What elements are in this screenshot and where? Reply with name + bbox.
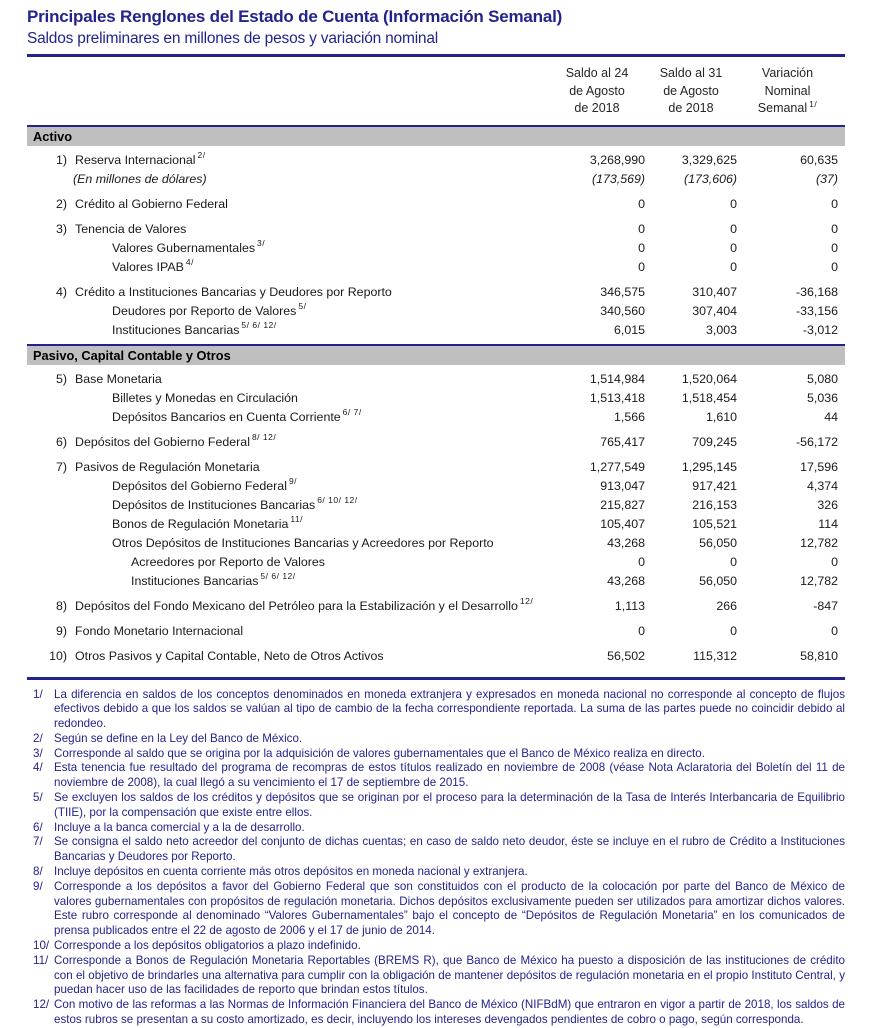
value-cell: 1,566 (613, 409, 645, 424)
footnote-ref: 5/ (298, 301, 307, 312)
footnote-marker: 7/ (33, 835, 43, 849)
value-cell: (37) (815, 171, 838, 186)
table-row (27, 389, 845, 408)
footnote (27, 821, 845, 836)
value-cell: 215,827 (600, 497, 645, 512)
column-header (737, 65, 838, 118)
section-rows (27, 365, 845, 670)
footnote-text: Según se define en la Ley del Banco de México. (54, 731, 303, 745)
footnote (27, 761, 845, 791)
footnote-text: Esta tenencia fue resultado del programa de recompras de estos títulos realizado en noviembre de 2008 (véase Nota Aclaratoria del Boletín del 11 de noviembre de 2008), la cual llegó a su vencimiento el 17 de septiembre de 2015. (54, 761, 845, 790)
column-header-line (737, 65, 838, 83)
value-cell: 105,521 (692, 516, 737, 531)
footnote (27, 865, 845, 880)
value-cell: 0 (638, 196, 645, 211)
table-row (27, 283, 845, 302)
column-header-text: de Agosto (569, 83, 625, 98)
value-cell: -33,156 (795, 303, 838, 318)
value-cell: -3,012 (802, 322, 838, 337)
row-text: Otros Pasivos y Capital Contable, Neto de Otros Activos (75, 648, 384, 663)
value-cell: 1,295,145 (681, 459, 737, 474)
row-number: 9) (55, 623, 67, 638)
column-header (549, 65, 645, 118)
row-label (27, 239, 549, 258)
row-text: Acreedores por Reporto de Valores (131, 554, 325, 569)
value-cell: 1,610 (705, 409, 737, 424)
footnote-marker: 4/ (33, 761, 43, 775)
row-text: Crédito al Gobierno Federal (75, 196, 228, 211)
value-cell: 56,050 (699, 573, 737, 588)
footnote-marker: 3/ (33, 746, 43, 760)
row-label (27, 622, 549, 641)
row-label (27, 496, 549, 515)
table-row (27, 239, 845, 258)
value-cell: 0 (638, 623, 645, 638)
row-number: 3) (55, 221, 67, 236)
footnote-text: Corresponde a los depósitos obligatorios a plazo indefinido. (54, 939, 361, 953)
value-cell: 0 (730, 259, 737, 274)
value-cell: 1,518,454 (681, 390, 737, 405)
value-cell: 0 (831, 554, 838, 569)
value-cell: 17,596 (800, 459, 838, 474)
table-row (27, 433, 845, 452)
value-cell: 0 (831, 221, 838, 236)
column-headers (27, 57, 845, 125)
table-row (27, 534, 845, 553)
row-text: Instituciones Bancarias (112, 322, 240, 337)
footnote-ref: 6/ 7/ (342, 407, 362, 418)
footnote-marker: 8/ (33, 865, 43, 879)
row-text: Crédito a Instituciones Bancarias y Deudores por Reporto (75, 284, 392, 299)
row-label (27, 170, 549, 189)
value-cell: 43,268 (607, 535, 645, 550)
row-number: 4) (55, 284, 67, 299)
value-cell: 5,080 (806, 371, 838, 386)
value-cell: (173,569) (591, 171, 645, 186)
row-text: Reserva Internacional (75, 152, 196, 167)
value-cell: 114 (818, 516, 838, 531)
footnote (27, 880, 845, 939)
value-cell: 4,374 (806, 478, 838, 493)
footnote-ref: 4/ (185, 257, 194, 268)
column-header-line (645, 65, 737, 83)
footnote-ref: 5/ 6/ 12/ (241, 320, 277, 331)
value-cell: 0 (638, 221, 645, 236)
section-header (27, 344, 845, 365)
row-label (27, 321, 549, 340)
footnote-text: La diferencia en saldos de los conceptos denominados en moneda extranjera y expresados en moneda nacional no corresponde al concepto de flujos efectivos debido a que los saldos se valúan al tipo de cambio de la fecha correspondiente reportada. La suma de las partes puede no coincidir debido al redondeo. (54, 687, 845, 731)
footnote-marker: 11/ (33, 953, 49, 967)
row-label (27, 433, 549, 452)
section-rows (27, 146, 845, 344)
footnote-ref: 9/ (288, 476, 298, 487)
row-text: Depósitos del Gobierno Federal (75, 434, 250, 449)
row-text: Deudores por Reporto de Valores (112, 303, 297, 318)
value-cell: 326 (817, 497, 838, 512)
footnote (27, 835, 845, 865)
footnote (27, 939, 845, 954)
table-row (27, 321, 845, 340)
row-label (27, 389, 549, 408)
column-header-line (737, 100, 838, 118)
column-header-text: Saldo al 31 (659, 66, 723, 80)
column-header-text: Nominal (764, 83, 811, 98)
value-cell: 0 (831, 623, 838, 638)
value-cell: 6,015 (613, 322, 645, 337)
row-label (27, 370, 549, 389)
value-cell: 0 (730, 240, 737, 255)
row-label (27, 572, 549, 591)
value-cell: 5,036 (806, 390, 838, 405)
row-label (27, 195, 549, 214)
footnote-marker: 6/ (33, 820, 43, 834)
row-number: 7) (55, 459, 67, 474)
table-row (27, 572, 845, 591)
row-label (27, 151, 549, 170)
table-row (27, 220, 845, 239)
footnote-ref: 1/ (809, 98, 818, 109)
footnote-marker: 10/ (33, 939, 50, 953)
table-row (27, 151, 845, 170)
page-title: Principales Renglones del Estado de Cuenta (Información Semanal) (27, 7, 563, 26)
value-cell: 0 (730, 554, 737, 569)
column-header-line (549, 83, 645, 101)
column-header-line (549, 100, 645, 118)
footnote (27, 688, 845, 732)
value-cell: 266 (716, 598, 737, 613)
value-cell: 913,047 (600, 478, 645, 493)
value-cell: 1,113 (614, 598, 645, 613)
table-row (27, 408, 845, 427)
column-header-text: de 2018 (574, 101, 620, 115)
value-cell: 60,635 (800, 152, 838, 167)
value-cell: 12,782 (800, 535, 838, 550)
table-row (27, 302, 845, 321)
footnote-text: Corresponde al saldo que se origina por la adquisición de valores gubernamentales que el Banco de México realiza en directo. (54, 746, 705, 760)
table-row (27, 515, 845, 534)
row-text: Otros Depósitos de Instituciones Bancarias y Acreedores por Reporto (112, 535, 494, 550)
value-cell: 307,404 (692, 303, 737, 318)
table-row (27, 258, 845, 277)
footnote-ref: 11/ (290, 514, 304, 525)
column-header-line (737, 83, 838, 101)
row-text: Valores IPAB (112, 259, 184, 274)
footnotes (27, 680, 845, 1028)
value-cell: 216,153 (692, 497, 737, 512)
row-text: Instituciones Bancarias (131, 573, 259, 588)
footnote (27, 954, 845, 998)
footnote (27, 732, 845, 747)
value-cell: 43,268 (607, 573, 645, 588)
column-header-line (549, 65, 645, 83)
row-number: 1) (55, 152, 67, 167)
footnote-ref: 8/ 12/ (251, 432, 277, 443)
row-text: (En millones de dólares) (73, 171, 207, 186)
row-number: 2) (55, 196, 67, 211)
footnote (27, 998, 845, 1028)
column-header-text: Saldo al 24 (565, 66, 629, 80)
page-subtitle: Saldos preliminares en millones de pesos y variación nominal (27, 30, 439, 47)
value-cell: 3,329,625 (681, 152, 737, 167)
row-label (27, 408, 549, 427)
value-cell: 310,407 (692, 284, 737, 299)
row-text: Fondo Monetario Internacional (75, 623, 244, 638)
row-number: 5) (55, 371, 67, 386)
table-row (27, 195, 845, 214)
row-label (27, 647, 549, 666)
row-text: Pasivos de Regulación Monetaria (75, 459, 260, 474)
footnote-ref: 2/ (197, 150, 206, 161)
row-label (27, 534, 549, 553)
value-cell: 0 (638, 240, 645, 255)
table-row (27, 553, 845, 572)
table-body (27, 125, 845, 670)
value-cell: 0 (831, 240, 838, 255)
column-header (645, 65, 737, 118)
value-cell: (173,606) (683, 171, 737, 186)
footnote (27, 747, 845, 762)
footnote (27, 791, 845, 821)
section-title: Activo (33, 128, 73, 144)
value-cell: 1,520,064 (681, 371, 737, 386)
row-number: 8) (55, 598, 67, 613)
row-text: Depósitos del Gobierno Federal (112, 478, 287, 493)
footnote-text: Incluye depósitos en cuenta corriente más otros depósitos en moneda nacional y extranjera. (54, 865, 528, 879)
footnote-text: Se excluyen los saldos de los créditos y depósitos que se originan por el proceso para la determinación de la Tasa de Interés Interbancaria de Equilibrio (TIIE), por la compensación que existe entre ellos. (54, 791, 845, 819)
value-cell: 765,417 (600, 434, 645, 449)
footnote-text: Corresponde a los depósitos a favor del Gobierno Federal que son constituidos con el producto de la colocación por parte del Banco de México de valores gubernamentales con propósitos de regulación monetaria. Dichos depósitos exclusivamente pueden ser utilizados para amortizar dichos valores. Este rubro corresponde al denominado “Valores Gubernamentales” bajo el concepto de “Depósitos de Regulación Monetaria” en los comunicados de prensa publicados entre el 22 de agosto de 2006 y el 17 de junio de 2014. (54, 879, 845, 938)
table-row (27, 477, 845, 496)
table-row (27, 597, 845, 616)
value-cell: 58,810 (800, 648, 838, 663)
value-cell: 0 (730, 221, 737, 236)
column-header-line (645, 83, 737, 101)
footnote-marker: 1/ (33, 687, 43, 701)
footnote-ref: 6/ 10/ 12/ (317, 495, 358, 506)
value-cell: 0 (730, 623, 737, 638)
value-cell: 12,782 (800, 573, 838, 588)
value-cell: 105,407 (600, 516, 645, 531)
row-text: Base Monetaria (75, 371, 162, 386)
value-cell: 0 (831, 196, 838, 211)
row-label (27, 515, 549, 534)
column-header-line (645, 100, 737, 118)
value-cell: 115,312 (693, 648, 737, 663)
value-cell: -56,172 (795, 434, 838, 449)
footnote-marker: 5/ (33, 791, 43, 805)
footnote-marker: 12/ (33, 998, 50, 1012)
table-row (27, 170, 845, 189)
value-cell: 56,502 (607, 648, 645, 663)
footnote-text: Con motivo de las reformas a las Normas de Información Financiera del Banco de México (NIFBdM) que entraron en vigor a partir de 2018, los saldos de estos rubros se presentan a su costo amortizado, es decir, incluyendo los intereses devengados pendientes de cobro o pago, según corresponda. (54, 998, 845, 1027)
value-cell: 340,560 (600, 303, 645, 318)
column-header-text: Semanal (757, 101, 808, 115)
table-row (27, 458, 845, 477)
footnote-ref: 5/ 6/ 12/ (260, 571, 296, 582)
value-cell: 56,050 (699, 535, 737, 550)
row-text: Depósitos Bancarios en Cuenta Corriente (112, 409, 341, 424)
row-text: Depósitos del Fondo Mexicano del Petróleo para la Estabilización y el Desarrollo (75, 598, 518, 613)
footnote-text: Incluye a la banca comercial y a la de desarrollo. (54, 820, 305, 834)
row-number: 10) (49, 648, 67, 663)
value-cell: 346,575 (600, 284, 645, 299)
value-cell: 1,514,984 (589, 371, 645, 386)
table-row (27, 370, 845, 389)
row-label (27, 458, 549, 477)
row-text: Billetes y Monedas en Circulación (112, 390, 298, 405)
footnote-text: Corresponde a Bonos de Regulación Monetaria Reportables (BREMS R), que Banco de México ha puesto a disposición de las instituciones de crédito con el objetivo de brindarles una alternativa para cumplir con la obligación de mantener depósitos de regulación monetaria en el propio Instituto Central, y puedan hacer uso de las facilidades de reporto que brindan estos títulos. (54, 953, 845, 997)
row-label (27, 283, 549, 302)
footnote-marker: 9/ (33, 879, 43, 893)
footnote-ref: 3/ (257, 238, 266, 249)
column-header-text: de Agosto (663, 83, 719, 98)
footnote-ref: 12/ (519, 596, 534, 607)
row-text: Depósitos de Instituciones Bancarias (112, 497, 316, 512)
column-header-text: de 2018 (668, 101, 714, 115)
row-label (27, 220, 549, 239)
row-text: Bonos de Regulación Monetaria (112, 516, 289, 531)
label-column-spacer (27, 65, 549, 118)
value-cell: -36,168 (795, 284, 838, 299)
value-cell: 1,513,418 (589, 390, 645, 405)
row-text: Valores Gubernamentales (112, 240, 256, 255)
section-header (27, 125, 845, 146)
table-row (27, 496, 845, 515)
row-text: Tenencia de Valores (75, 221, 187, 236)
value-cell: -847 (813, 598, 838, 613)
footnote-marker: 2/ (33, 731, 43, 745)
value-cell: 709,245 (692, 434, 737, 449)
value-cell: 3,268,990 (589, 152, 645, 167)
row-label (27, 477, 549, 496)
table-row (27, 622, 845, 641)
value-cell: 3,003 (705, 322, 737, 337)
row-label (27, 258, 549, 277)
value-cell: 0 (638, 554, 645, 569)
row-label (27, 597, 549, 616)
value-cell: 917,421 (692, 478, 737, 493)
value-cell: 0 (831, 259, 838, 274)
row-label (27, 553, 549, 572)
value-cell: 0 (638, 259, 645, 274)
row-label (27, 302, 549, 321)
footnote-text: Se consigna el saldo neto acreedor del conjunto de dichas cuentas; en caso de saldo neto deudor, éste se incluye en el rubro de Crédito a Instituciones Bancarias y Deudores por Reporto. (54, 835, 845, 864)
value-cell: 44 (824, 409, 838, 424)
value-cell: 1,277,549 (589, 459, 645, 474)
column-header-text: Variación (761, 66, 814, 80)
section-title: Pasivo, Capital Contable y Otros (33, 347, 231, 363)
value-cell: 0 (730, 196, 737, 211)
table-row (27, 647, 845, 666)
row-number: 6) (55, 434, 67, 449)
